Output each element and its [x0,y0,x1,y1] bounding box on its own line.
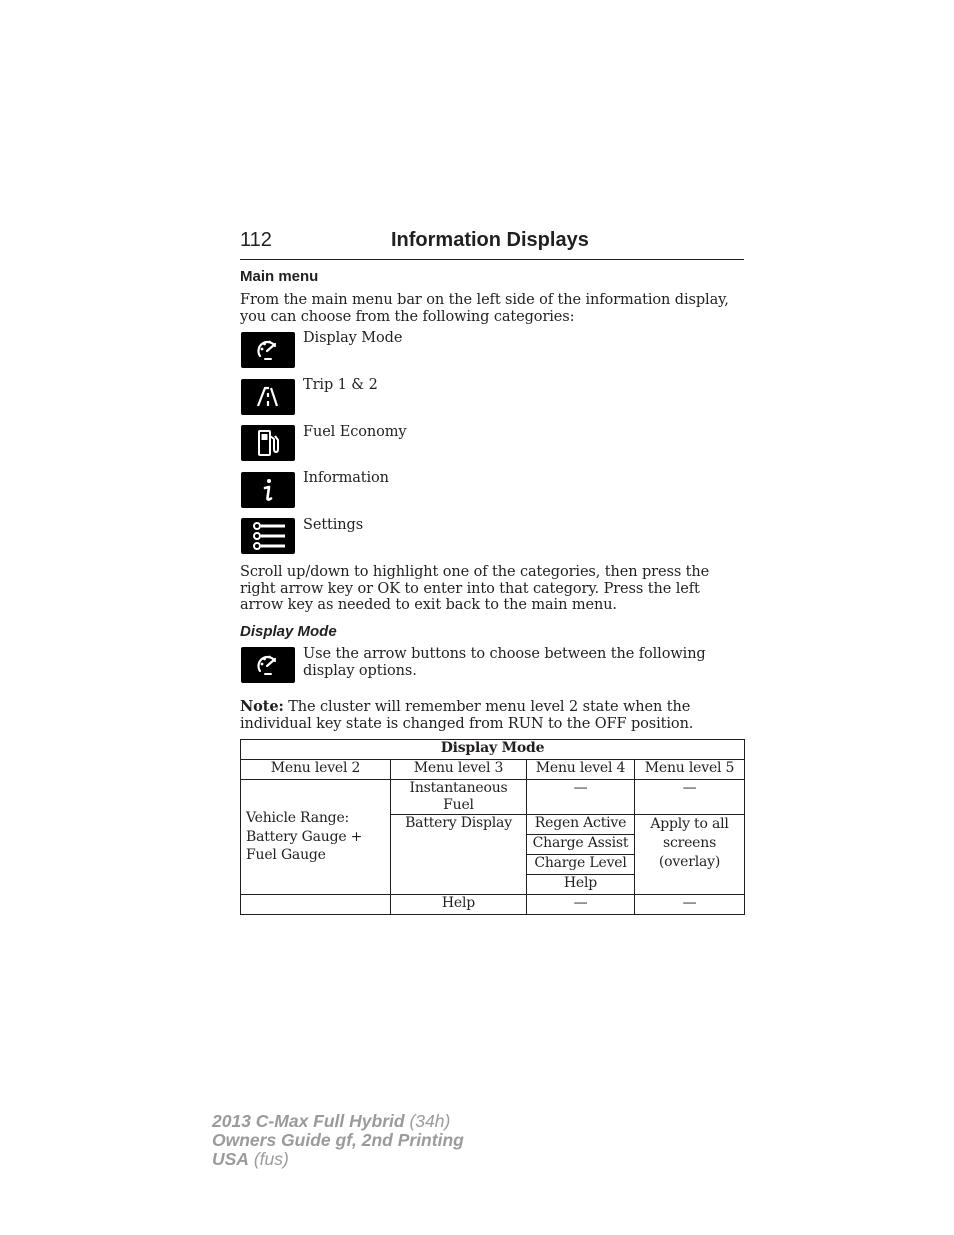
main-menu-instructions: Scroll up/down to highlight one of the categories, then press the right arrow key or OK to enter into that category. Press the left arrow key as needed to exit back to the main menu. [240,564,710,613]
note-text: The cluster will remember menu level 2 state when the individual key state is changed from RUN to the OFF position. [240,699,694,732]
fuel-pump-icon [241,425,295,461]
table-cell: — [527,780,635,815]
page-number: 112 [240,229,272,251]
footer-market-code: (fus) [253,1149,289,1169]
table-header: Menu level 5 [635,760,745,780]
table-cell: Battery Display [391,815,527,895]
chapter-title: Information Displays [391,229,589,251]
vehicle-range-cell: Vehicle Range: Battery Gauge + Fuel Gauge [241,780,391,895]
main-menu-intro: From the main menu bar on the left side of the information display, you can choose from the following categories: [240,292,729,325]
trip-road-icon [241,379,295,415]
category-fuel-economy-label: Fuel Economy [303,424,407,440]
table-title: Display Mode [241,740,745,760]
table-cell: — [635,780,745,815]
display-mode-table [240,739,745,915]
display-mode-gauge-icon [241,647,295,683]
table-cell: Apply to all screens (overlay) [635,815,745,895]
table-cell: Regen Active [527,815,635,835]
note-label: Note: [240,698,284,715]
table-cell: — [635,895,745,915]
table-cell: Instantaneous Fuel [391,780,527,815]
table-cell: Help [527,875,635,895]
main-menu-heading: Main menu [240,268,319,285]
category-display-mode-label: Display Mode [303,330,403,346]
table-header: Menu level 2 [241,760,391,780]
table-cell: Charge Level [527,855,635,875]
footer-market: USA [212,1149,249,1169]
footer [212,1112,464,1169]
footer-guide: Owners Guide gf, 2nd Printing [212,1130,464,1150]
table-header: Menu level 3 [391,760,527,780]
footer-model: 2013 C-Max Full Hybrid [212,1111,405,1131]
display-mode-gauge-icon [241,332,295,368]
settings-list-icon [241,518,295,554]
header-rule [240,259,744,260]
display-mode-description: Use the arrow buttons to choose between the following display options. [303,646,706,679]
table-cell: Charge Assist [527,835,635,855]
table-cell: Help [391,895,527,915]
table-header: Menu level 4 [527,760,635,780]
category-information-label: Information [303,470,389,486]
info-icon [241,472,295,508]
display-mode-note [240,699,744,732]
footer-code: (34h) [409,1111,451,1131]
table-cell: — [527,895,635,915]
table-cell [241,895,391,915]
category-trip-label: Trip 1 & 2 [303,377,378,393]
category-settings-label: Settings [303,517,364,533]
display-mode-heading: Display Mode [240,623,337,640]
